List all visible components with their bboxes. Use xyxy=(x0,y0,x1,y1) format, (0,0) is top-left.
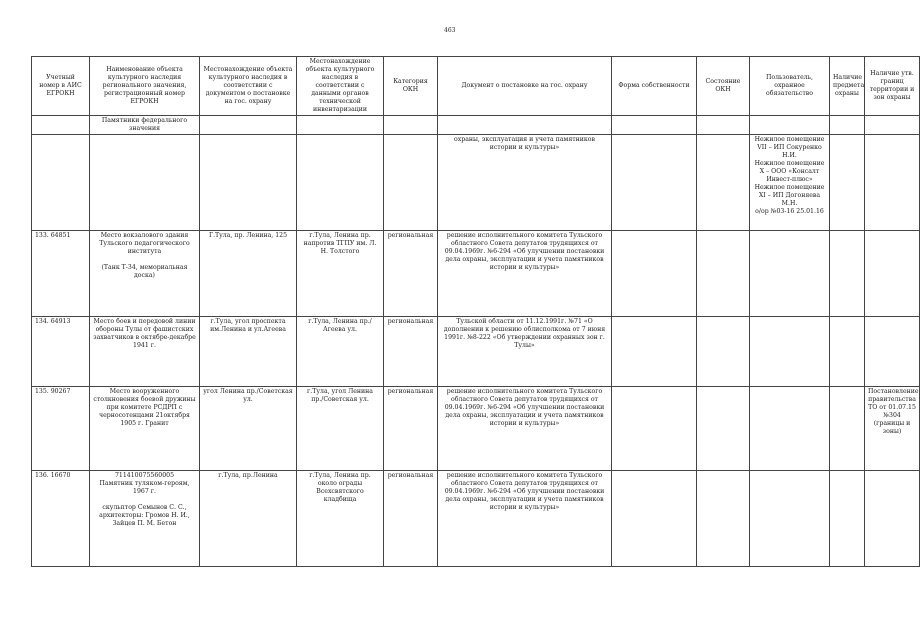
register-table xyxy=(31,56,920,567)
cell-ownership xyxy=(612,387,697,471)
cell-category: региональная xyxy=(384,317,438,387)
table-row xyxy=(32,135,920,231)
cell-location-doc xyxy=(200,135,297,231)
table-row xyxy=(32,317,920,387)
header-cell-location-inventory: Местонахождение объекта культурного наследия в соответствии с данными органов технической инвентаризации xyxy=(297,57,384,116)
group-header-label: Памятники федерального значения xyxy=(90,116,200,135)
cell-name: Место боев и передовой линии обороны Тулы от фашистских захватчиков в октябре-декабре 1941 г. xyxy=(90,317,200,387)
cell-document: решение исполнительного комитета Тульского областного Совета депутатов трудящихся от 09.04.1969г. №6-294 «Об улучшении постановки дела охраны, эксплуатации и учета памятников истории и культуры» xyxy=(438,231,612,317)
cell-user xyxy=(750,317,830,387)
cell-borders xyxy=(865,231,920,317)
cell-state xyxy=(697,471,750,567)
cell-location-doc: угол Ленина пр./Советская ул. xyxy=(200,387,297,471)
cell-ownership xyxy=(612,471,697,567)
header-cell-document: Документ о постановке на гос. охрану xyxy=(438,57,612,116)
cell-borders xyxy=(865,317,920,387)
cell-document: Тульской области от 11.12.1991г. №71 «О дополнении к решению облисполкома от 7 июня 1991г. №8-222 «Об утверждении охранных зон г. Тулы» xyxy=(438,317,612,387)
cell-category xyxy=(384,135,438,231)
cell-borders: Постановление правительства ТО от 01.07.15 №304 (границы и зоны) xyxy=(865,387,920,471)
cell-subject xyxy=(830,471,865,567)
cell-document: решение исполнительного комитета Тульского областного Совета депутатов трудящихся от 09.04.1969г. №6-294 «Об улучшении постановки дела охраны, эксплуатации и учета памятников истории и культуры» xyxy=(438,387,612,471)
table-row xyxy=(32,471,920,567)
cell-name xyxy=(90,135,200,231)
cell-ownership xyxy=(612,135,697,231)
header-cell-ownership: Форма собственности xyxy=(612,57,697,116)
header-cell-borders: Наличие утв. границ территории и зон охраны xyxy=(865,57,920,116)
cell-location-doc: г.Тула, пр.Ленина xyxy=(200,471,297,567)
cell-registry-number xyxy=(32,135,90,231)
cell-user: Нежилое помещение VII – ИП Сокуренко Н.И. Нежилое помещение X – ООО «Консалт Инвест-плюс» Нежилое помещение XI – ИП Догоняева М.Н. о/ор №03-16 25.01.16 xyxy=(750,135,830,231)
cell-name: 711410075560005 Памятник туляком-героям, 1967 г. скульптор Семынов С. С., архитекторы: Громов Н. И., Зайцев П. М. Бетон xyxy=(90,471,200,567)
cell-state xyxy=(697,231,750,317)
header-cell-location-doc: Местонахождение объекта культурного наследия в соответствии с документом о постановке на гос. охрану xyxy=(200,57,297,116)
header-cell-subject: Наличие предмета охраны xyxy=(830,57,865,116)
cell-user xyxy=(750,471,830,567)
cell-state xyxy=(697,135,750,231)
cell-borders xyxy=(865,135,920,231)
header-cell-name: Наименование объекта культурного наследия регионального значения, регистрационный номер ЕГРОКН xyxy=(90,57,200,116)
cell-name: Место вооруженного столкновения боевой дружины при комитете РСДРП с черносотенцами 21октября 1905 г. Гранит xyxy=(90,387,200,471)
cell-document: охраны, эксплуатация и учета памятников истории и культуры» xyxy=(438,135,612,231)
cell-location-inventory: г.Тула, Ленина пр./Агеева ул. xyxy=(297,317,384,387)
header-cell-category: Категория ОКН xyxy=(384,57,438,116)
page-number: 463 xyxy=(444,27,456,34)
table-row xyxy=(32,231,920,317)
cell-subject xyxy=(830,231,865,317)
cell-ownership xyxy=(612,231,697,317)
cell-subject xyxy=(830,135,865,231)
cell-location-inventory: г.Тула, угол Ленина пр./Советская ул. xyxy=(297,387,384,471)
cell-location-doc: Г.Тула, пр. Ленина, 125 xyxy=(200,231,297,317)
header-cell-user: Пользователь, охранное обязательство xyxy=(750,57,830,116)
cell-location-inventory xyxy=(297,135,384,231)
cell-registry-number: 134. 64913 xyxy=(32,317,90,387)
cell-location-inventory: г.Тула, Ленина пр. напротив ТГПУ им. Л. Н. Толстого xyxy=(297,231,384,317)
cell-registry-number: 136. 16670 xyxy=(32,471,90,567)
group-header-row xyxy=(32,116,920,135)
header-cell-state: Состояние ОКН xyxy=(697,57,750,116)
cell-category: региональная xyxy=(384,471,438,567)
cell-document: решение исполнительного комитета Тульского областного Совета депутатов трудящихся от 09.04.1969г. №6-294 «Об улучшении постановки дела охраны, эксплуатации и учета памятников истории и культуры» xyxy=(438,471,612,567)
cell-registry-number: 133. 64851 xyxy=(32,231,90,317)
cell-subject xyxy=(830,387,865,471)
cell-name: Место вокзалового здания Тульского педагогического института (Танк Т-34, мемориальная доска) xyxy=(90,231,200,317)
table-row xyxy=(32,387,920,471)
cell-category: региональная xyxy=(384,387,438,471)
header-cell-registry-number: Учетный номер в АИС ЕГРОКН xyxy=(32,57,90,116)
cell-location-doc: г.Тула, угол проспекта им.Ленина и ул.Агеева xyxy=(200,317,297,387)
cell-state xyxy=(697,317,750,387)
cell-subject xyxy=(830,317,865,387)
cell-ownership xyxy=(612,317,697,387)
header-row xyxy=(32,57,920,116)
cell-borders xyxy=(865,471,920,567)
cell-user xyxy=(750,231,830,317)
cell-registry-number: 135. 90267 xyxy=(32,387,90,471)
cell-user xyxy=(750,387,830,471)
cell-state xyxy=(697,387,750,471)
cell-location-inventory: г.Тула, Ленина пр. около ограды Всехсвятского кладбища xyxy=(297,471,384,567)
cell-category: региональная xyxy=(384,231,438,317)
